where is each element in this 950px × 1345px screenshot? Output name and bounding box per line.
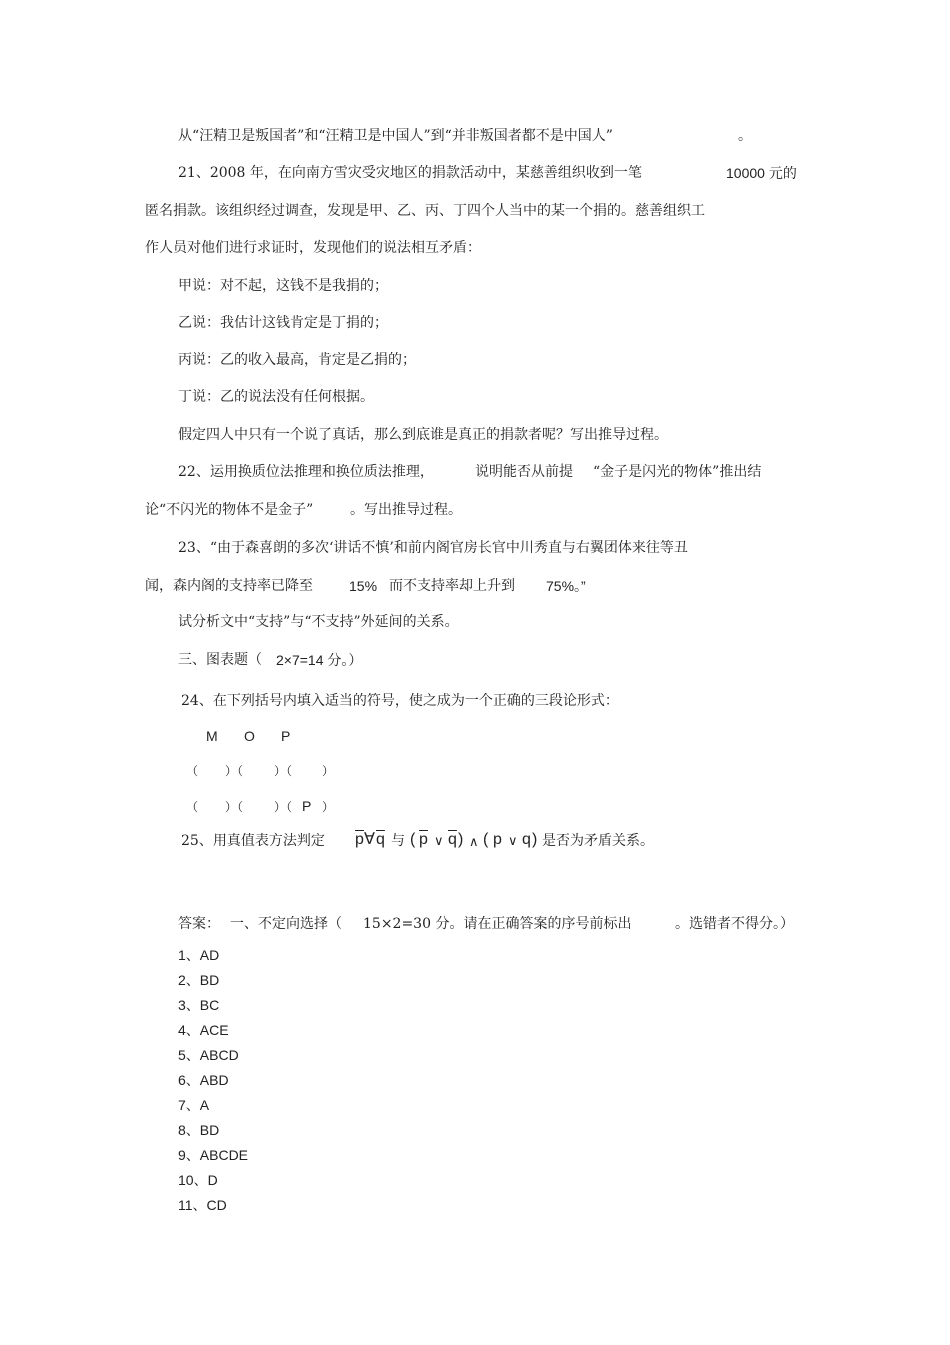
formula-op1: ∀ [364, 831, 375, 848]
formula-p1: $\overline{p}$ [355, 831, 364, 848]
answer-item: 8、BD [178, 1122, 220, 1138]
paren: ） [322, 800, 335, 814]
q22-part-a: 22、运用换质位法推理和换位质法推理， [178, 464, 434, 480]
answers-score-note: 15×2=30 分。请在正确答案的序号前标出 [363, 916, 632, 932]
q24-term-m: M [206, 728, 218, 744]
q22-part-b: 说明能否从前提 [475, 464, 573, 480]
section3-score: 2×7=14 分。） [276, 652, 363, 668]
formula-rparen1: ) [458, 831, 464, 848]
q24-term-o: O [244, 728, 255, 744]
answers-section1: 一、不定向选择（ [230, 916, 342, 932]
formula-q3: q [522, 831, 531, 848]
q21-amount: 10000 元的 [726, 165, 797, 181]
q24-prompt: 24、在下列括号内填入适当的符号，使之成为一个正确的三段论形式： [181, 693, 619, 709]
q21-yi: 乙说：我估计这钱肯定是丁捐的； [178, 315, 388, 331]
q23-analyze: 试分析文中“支持”与“不支持”外延间的关系。 [178, 614, 459, 630]
answer-item: 4、ACE [178, 1022, 229, 1038]
formula-or1: ∨ [434, 833, 444, 848]
q21-bing: 丙说：乙的收入最高，肯定是乙捐的； [178, 352, 416, 368]
q21-jia: 甲说：对不起，这钱不是我捐的； [178, 278, 388, 294]
q21-line1: 21、2008 年，在向南方雪灾受灾地区的捐款活动中，某慈善组织收到一笔 [178, 165, 642, 181]
q22-part-d: 论“不闪光的物体不是金子” [145, 502, 314, 518]
paren: （ [186, 764, 199, 778]
q21-line2: 匿名捐款。该组织经过调查，发现是甲、乙、丙、丁四个人当中的某一个捐的。慈善组织工 [145, 203, 705, 219]
q22-part-e: 。写出推导过程。 [350, 502, 462, 518]
q23-part-d: 而不支持率却上升到 [389, 578, 515, 594]
intro-line: 从“汪精卫是叛国者”和“汪精卫是中国人”到“并非叛国者都不是中国人” [178, 128, 613, 144]
answer-item: 1、AD [178, 947, 220, 963]
q23-part-b: 闻，森内阁的支持率已降至 [145, 578, 313, 594]
paren: （ [186, 800, 199, 814]
formula-p2: $\overline{p}$ [419, 831, 428, 848]
formula-q1: $\overline{q}$ [376, 831, 385, 848]
q23-support-rate: 15% [349, 578, 378, 594]
paren: ）（ [274, 800, 293, 814]
q25-tail: 是否为矛盾关系。 [542, 833, 654, 849]
answer-item: 7、A [178, 1097, 210, 1113]
paren: ） [322, 764, 335, 778]
answers-penalty-note: 。选错者不得分。） [675, 916, 794, 932]
answer-item: 5、ABCD [178, 1047, 239, 1063]
formula-lparen2: ( [483, 831, 489, 848]
formula-rparen2: ) [532, 831, 538, 848]
formula-lparen1: ( [410, 831, 416, 848]
intro-period: 。 [738, 128, 752, 144]
answer-item: 11、CD [178, 1197, 227, 1213]
answer-item: 2、BD [178, 972, 220, 988]
q23-nonsupport-rate: 75%。” [546, 578, 586, 594]
answer-item: 3、BC [178, 997, 220, 1013]
q23-line1: 23、“由于森喜朗的多次‘讲话不慎’和前内阁官房长官中川秀直与右翼团体来往等丑 [178, 540, 688, 556]
q21-ask: 假定四人中只有一个说了真话，那么到底谁是真正的捐款者呢？写出推导过程。 [178, 427, 668, 443]
section3-title: 三、图表题（ [178, 652, 262, 668]
answers-label: 答案： [178, 916, 220, 932]
q25-prompt: 25、用真值表方法判定 [181, 833, 325, 849]
q21-ding: 丁说：乙的说法没有任何根据。 [178, 389, 374, 405]
formula-yu: 与 [391, 833, 405, 849]
answer-item: 6、ABD [178, 1072, 229, 1088]
q24-term-p: P [281, 728, 291, 744]
q21-line3: 作人员对他们进行求证时，发现他们的说法相互矛盾： [145, 240, 481, 256]
q22-part-c: “金子是闪光的物体”推出结 [593, 464, 762, 480]
formula-q2: $\overline{q}$ [448, 831, 457, 848]
formula-and: ∧ [469, 834, 479, 849]
paren: ）（ [225, 800, 244, 814]
paren: ）（ [225, 764, 244, 778]
q24-row2-p: P [302, 798, 312, 814]
answer-item: 10、D [178, 1172, 218, 1188]
paren: ）（ [274, 764, 293, 778]
answer-item: 9、ABCDE [178, 1147, 249, 1163]
formula-p3: p [493, 831, 502, 848]
formula-or2: ∨ [508, 833, 518, 848]
